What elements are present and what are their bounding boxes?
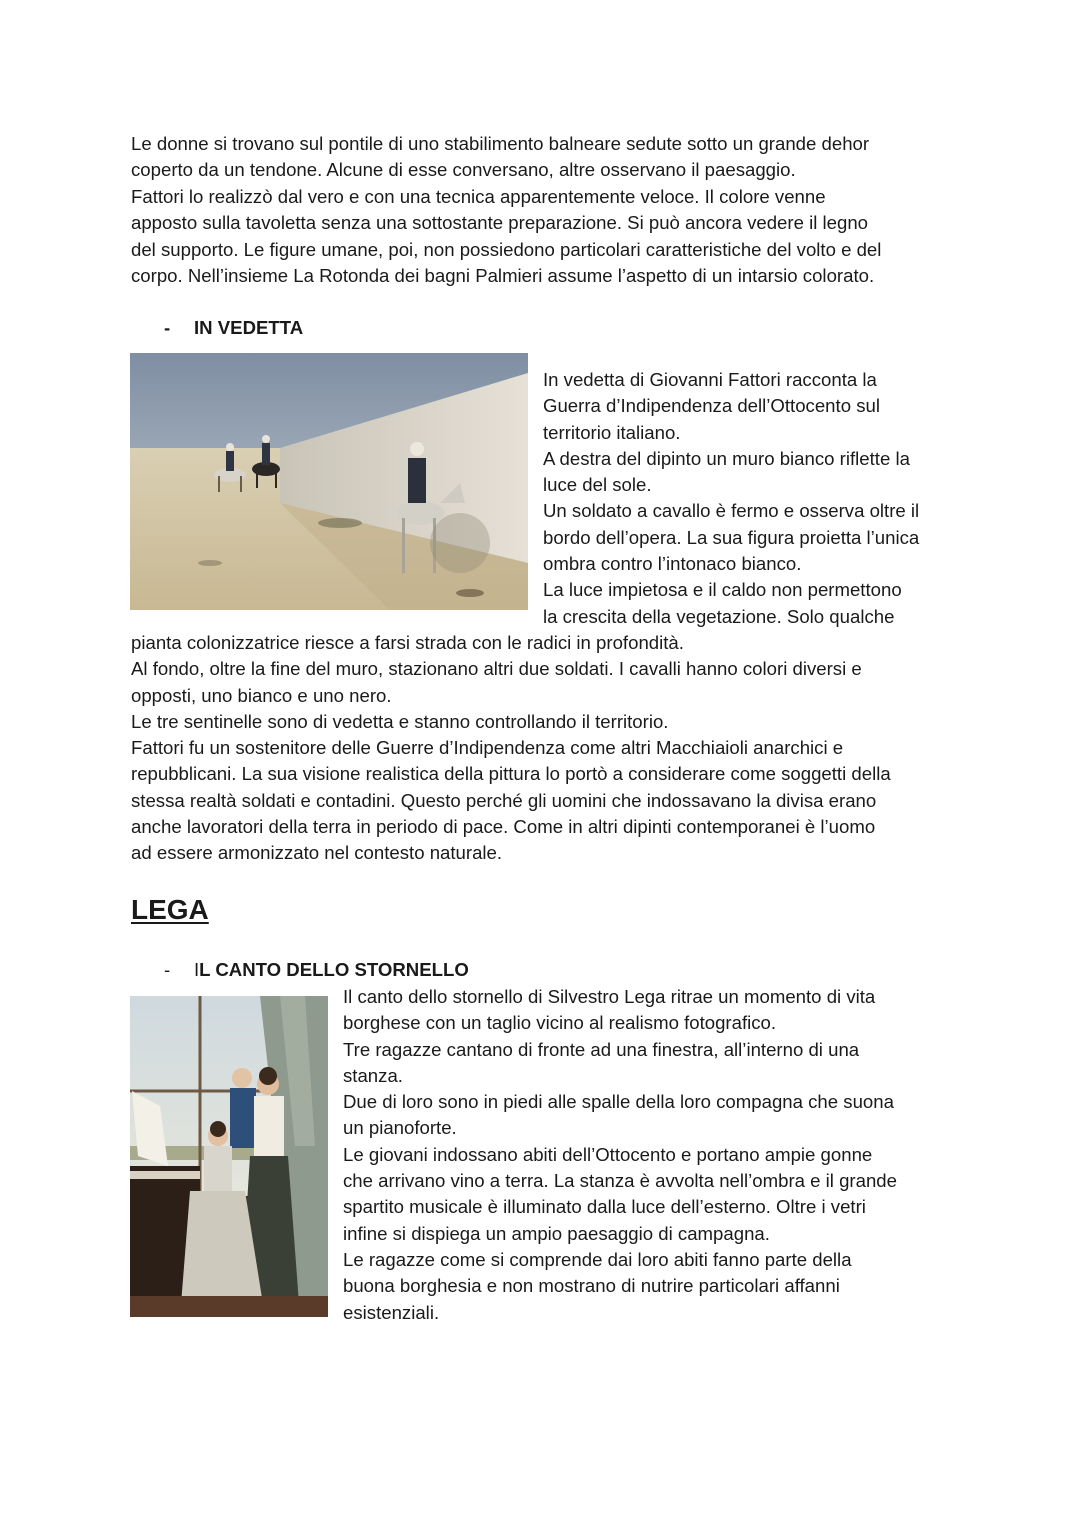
heading-in-vedetta <box>164 316 303 340</box>
text-line: bordo dell’opera. La sua figura proietta l’unica <box>543 526 920 548</box>
text-line: coperto da un tendone. Alcune di esse conversano, altre osservano il paesaggio. <box>131 159 796 181</box>
text-line: pianta colonizzatrice riesce a farsi strada con le radici in profondità. <box>131 632 684 653</box>
text-line: esistenziali. <box>343 1301 440 1323</box>
text-line: opposti, uno bianco e uno nero. <box>131 684 392 706</box>
heading-canto-dello-stornello <box>164 958 469 982</box>
heading-text: L CANTO DELLO STORNELLO <box>199 959 469 980</box>
text-line: borghese con un taglio vicino al realismo fotografico. <box>343 1012 777 1034</box>
text-line: un pianoforte. <box>343 1117 457 1139</box>
in-vedetta-side-text <box>543 367 919 630</box>
text-line: che arrivano vino a terra. La stanza è avvolta nell’ombra e il grande <box>343 1170 897 1192</box>
text-line: repubblicani. La sua visione realistica della pittura lo portò a considerare come soggetti della <box>131 763 891 785</box>
list-dash: - <box>164 959 171 980</box>
text-line: corpo. Nell’insieme La Rotonda dei bagni Palmieri assume l’aspetto di un intarsio colorato. <box>131 265 875 287</box>
text-line: territorio italiano. <box>543 421 681 443</box>
heading-text: IN VEDETTA <box>194 317 304 338</box>
heading-first-letter: I <box>194 959 200 980</box>
text-line: Le donne si trovano sul pontile di uno stabilimento balneare sedute sotto un grande dehor <box>131 133 870 154</box>
text-line: Le giovani indossano abiti dell’Ottocento e portano ampie gonne <box>343 1143 873 1165</box>
text-line: stessa realtà soldati e contadini. Questo perché gli uomini che indossavano la divisa erano <box>131 789 877 811</box>
text-line: spartito musicale è illuminato dalla luce dell’esterno. Oltre i vetri <box>343 1196 866 1218</box>
list-dash: - <box>164 317 171 338</box>
painting-in-vedetta <box>130 353 528 610</box>
canto-dello-stornello-text <box>343 984 897 1326</box>
text-line: A destra del dipinto un muro bianco riflette la <box>543 447 910 469</box>
text-line: Al fondo, oltre la fine del muro, stazionano altri due soldati. I cavalli hanno colori diversi e <box>131 658 862 680</box>
text-line: La luce impietosa e il caldo non permettono <box>543 579 902 601</box>
text-line: Le ragazze come si comprende dai loro abiti fanno parte della <box>343 1248 852 1270</box>
text-line: Le tre sentinelle sono di vedetta e stanno controllando il territorio. <box>131 710 669 732</box>
text-line: In vedetta di Giovanni Fattori racconta la <box>543 369 877 390</box>
text-line: del supporto. Le figure umane, poi, non possiedono particolari caratteristiche del volto e del <box>131 238 882 260</box>
in-vedetta-full-text <box>131 630 891 867</box>
text-line: Tre ragazze cantano di fronte ad una finestra, all’interno di una <box>343 1038 860 1060</box>
text-line: la crescita della vegetazione. Solo qualche <box>543 605 895 627</box>
text-line: Due di loro sono in piedi alle spalle della loro compagna che suona <box>343 1091 894 1113</box>
text-line: Un soldato a cavallo è fermo e osserva oltre il <box>543 500 920 522</box>
text-line: stanza. <box>343 1064 403 1086</box>
text-line: Fattori lo realizzò dal vero e con una tecnica apparentemente veloce. Il colore venne <box>131 185 826 207</box>
text-line: luce del sole. <box>543 474 652 496</box>
section-title-lega: LEGA <box>131 894 209 925</box>
text-line: Fattori fu un sostenitore delle Guerre d’Indipendenza come altri Macchiaioli anarchici e <box>131 737 844 759</box>
painting-canto-dello-stornello <box>130 996 328 1317</box>
intro-paragraph <box>131 131 961 289</box>
text-line: Guerra d’Indipendenza dell’Ottocento sul <box>543 395 880 417</box>
text-line: buona borghesia e non mostrano di nutrire particolari affanni <box>343 1275 840 1297</box>
text-line: infine si dispiega un ampio paesaggio di campagna. <box>343 1222 770 1244</box>
text-line: ad essere armonizzato nel contesto naturale. <box>131 842 503 864</box>
text-line: apposto sulla tavoletta senza una sottostante preparazione. Si può ancora vedere il legno <box>131 212 869 234</box>
text-line: Il canto dello stornello di Silvestro Lega ritrae un momento di vita <box>343 986 876 1007</box>
text-line: ombra contro l’intonaco bianco. <box>543 553 802 575</box>
text-line: anche lavoratori della terra in periodo di pace. Come in altri dipinti contemporanei è l’uomo <box>131 816 876 838</box>
